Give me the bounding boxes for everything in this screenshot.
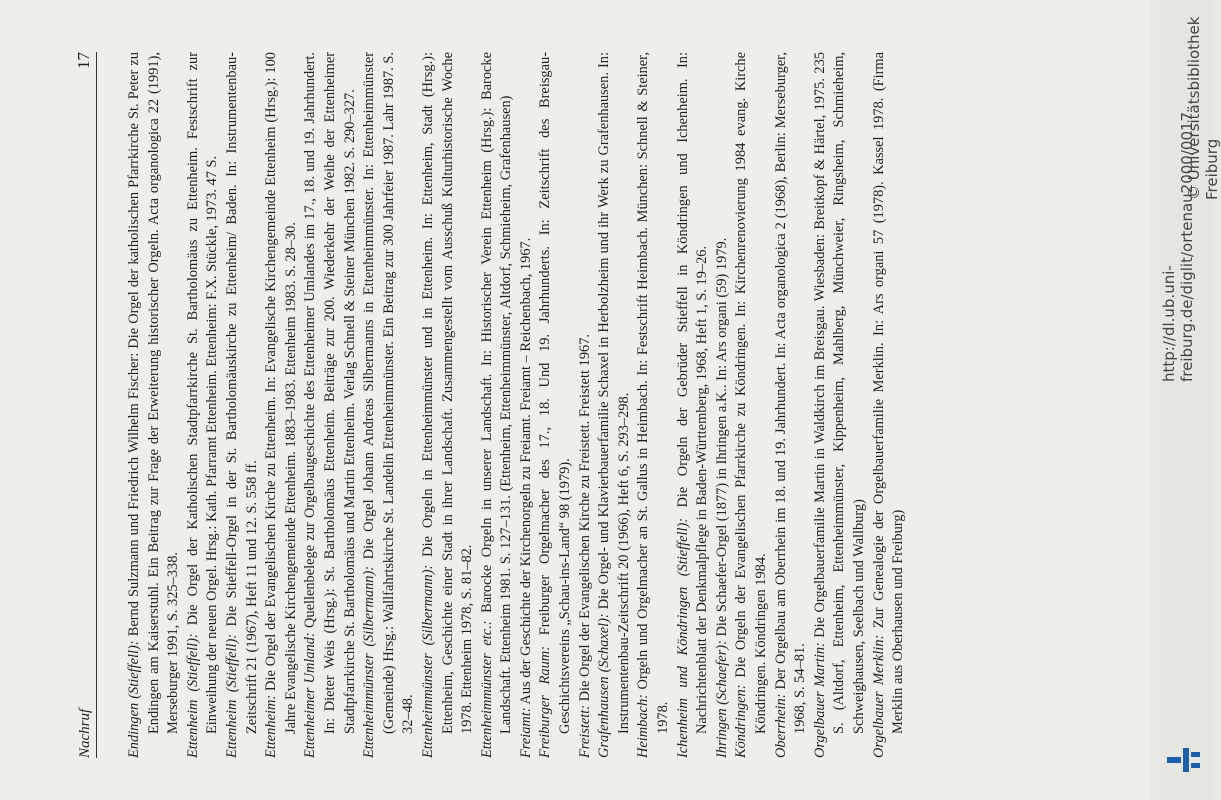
entry-heading: Freiamt:	[517, 707, 534, 758]
entry-heading: Köndringen:	[733, 684, 750, 758]
entry-text: Barocke Orgeln in unserer Landschaft. In: Historischer Verein Ettenheim (Hrsg.): Barocke Landschaft. Ettenheim 1981. S. 127–131. (Ettenheim, Ettenheimmünster, Altdorf, Schmieheim, Grafenhausen)	[478, 52, 515, 734]
entry-text: Freiburger Orgelmacher des 17., 18. Und 19. Jahrhunderts. In: Zeitschrift des Breisgau-Geschichtsvereins „Schau-ins-Land“ 98 (1979).	[537, 52, 574, 734]
bibliography-entry	[870, 52, 909, 758]
entry-heading: Freistett:	[576, 704, 593, 758]
entry-text: Bernd Sulzmann und Friedrich Wilhelm Fischer: Die Orgel der katholischen Pfarrkirche St. Peter zu Endingen am Kaiserstuhl. Ein Beitrag zur Frage der Erweiterung historischer Orgeln. Acta organologica 22 (1991), Merseburger 1991, S. 325–338.	[126, 52, 182, 734]
bibliography-entry	[360, 52, 419, 758]
bibliography-entry	[517, 52, 537, 758]
entry-heading: Oberrhein:	[772, 693, 789, 758]
entry-heading: Ichenheim und Köndringen (Stieffell):	[674, 517, 691, 758]
entry-text: Die Orgeln der Evangelischen Pfarrkirche zu Köndringen. In: Kirchenrenovierung 1984 evang. Kirche Köndringen. Köndringen 1984.	[733, 52, 769, 734]
bibliography-entry	[772, 52, 811, 758]
bibliography-entry	[732, 52, 771, 758]
running-head	[74, 52, 97, 758]
entry-heading: Ettenheimmünster (Silbermann):	[419, 564, 436, 758]
bibliography-entry	[478, 52, 517, 758]
entry-text: Die Stieffell-Orgel in der St. Bartholomäuskirche zu Ettenheim/ Baden. In: Instrumentenbau-Zeitschrift 21 (1967), Heft 11 und 12. S. 558 ff.	[223, 52, 260, 734]
bibliography-entry	[713, 52, 733, 758]
entry-text: Die Orgel Johann Andreas Silbermanns in Ettenheimmünster. In: Ettenheimmünster (Gemeinde) Hrsg.: Wallfahrtskirche St. Landelin Ettenheimmünster. Ein Beitrag zur 300 Jahrfeier 1987. Lahr 1987. S. 32–48.	[361, 52, 417, 734]
entry-text: Die Schaefer-Orgel (1877) in Ihringen a.K.. In: Ars organi (59) 1979.	[713, 237, 730, 641]
entry-heading: Ettenheim (Stieffell):	[184, 633, 201, 758]
entry-text: Zur Genealogie der Orgelbauerfamilie Merklin. In: Ars organi 57 (1978). Kassel 1978. (Firma Merklin aus Oberhausen und Freiburg)	[870, 52, 907, 734]
entry-text: Die Orgel der Evangelischen Kirche zu Ettenheim. In: Evangelische Kirchengemeinde Ettenheim (Hrsg.): 100 Jahre Evangelische Kirchengemeinde Ettenheim. 1883–1983. Ettenheim 1983. S. 28–30.	[263, 52, 299, 734]
bibliography-entry	[634, 52, 673, 758]
entry-heading: Ettenheimmünster (Silbermann):	[361, 565, 378, 758]
source-url[interactable]: http://dl.ub.uni-freiburg.de/diglit/ortenau2000/0017	[1160, 111, 1196, 382]
bibliography-entry	[674, 52, 713, 758]
entry-heading: Ettenheimer Umland:	[302, 632, 319, 758]
entry-text: Der Orgelbau am Oberrhein im 18. und 19. Jahrhundert. In: Acta organologica 2 (1968), Berlin: Merseburger, 1968, S. 54–81.	[772, 52, 809, 734]
bibliography-entry	[419, 52, 478, 758]
bibliography-entry	[223, 52, 262, 758]
section-title: Nachruf	[77, 708, 93, 758]
entry-text: Die Orgeln der Gebrüder Stieffell in Köndringen und Ichenheim. In: Nachrichtenblatt der Denkmalpflege in Baden-Württemberg, 1968, Heft 1, S. 19–26.	[674, 52, 711, 734]
entry-text: Quellenbelege zur Orgelbaugeschichte des Ettenheimer Umlandes im 17., 18. und 19. Jahrhundert. In: Dieter Weis (Hrsg.): St. Bartholomäus Ettenheim. Beiträge zur 200. Wiederkehr der Weihe der Ettenheimer Stadtpfarrkirche St. Bartholomäus und Martin Ettenheim. Verlag Schnell & Steiner München 1982. S. 290–327.	[302, 52, 358, 734]
entry-text: Aus der Geschichte der Kirchenorgeln zu Freiamt. Freiamt – Reichenbach, 1967.	[517, 237, 534, 708]
entry-heading: Orgelbauer Merklin:	[870, 634, 887, 758]
library-logo-icon	[1163, 748, 1203, 772]
entry-text: Die Orgel der Katholischen Stadtpfarrkirche St. Bartholomäus zu Ettenheim. Festschrift zur Einweihung der neuen Orgel. Hrsg.: Kath. Pfarramt Ettenheim. Ettenheim: F.X. Stückle, 1973. 47 S.	[184, 52, 221, 734]
entry-heading: Ettenheim (Stieffell):	[223, 633, 240, 758]
bibliography-entry	[595, 52, 634, 758]
copyright-notice: © Universitätsbibliothek Freiburg	[1185, 16, 1221, 200]
bibliography-entry	[301, 52, 360, 758]
entry-heading: Grafenhausen (Schaxel):	[596, 613, 613, 758]
bibliography-list	[125, 52, 909, 758]
entry-text: Orgeln und Orgelmacher an St. Gallus in Heimbach. In: Festschrift Heimbach. München: Schnell & Steiner, 1978.	[635, 52, 672, 734]
entry-heading: Heimbach:	[635, 694, 652, 758]
bibliography-entry	[125, 52, 184, 758]
entry-text: Die Orgel- und Klavierbauerfamilie Schaxel in Herbolzheim und ihr Werk zu Grafenhausen. In: Instrumentenbau-Zeitschrift 20 (1966), Heft 6, S. 293–298.	[596, 52, 632, 734]
margin-text	[1154, 0, 1221, 800]
entry-heading: Endingen (Stieffell):	[126, 640, 142, 758]
page-number: 17	[74, 52, 93, 69]
bibliography-entry	[536, 52, 575, 758]
bibliography-entry	[262, 52, 301, 758]
bibliography-entry	[811, 52, 870, 758]
entry-text: Die Orgeln in Ettenheimmünster und in Ettenheim. In: Ettenheim, Stadt (Hrsg.): Ettenheim, Geschichte einer Stadt in ihrer Landschaft. Zusammengestellt vom Ausschuß Kulturhistorische Woche 1978. Ettenheim 1978, S. 81–82.	[419, 52, 476, 734]
entry-text: Die Orgelbauerfamilie Martin in Waldkirch im Breisgau. Wiesbaden: Breitkopf & Härtel, 1975. 235 S. (Altdorf, Ettenheim, Ettenheimmünster, Kippenheim, Mahlberg, Münchweier, Ringsheim, Schmieheim, Schweighausen, Seelbach und Wallburg)	[811, 52, 867, 734]
bibliography-entry	[184, 52, 223, 758]
entry-heading: Ettenheimmünster etc.:	[478, 620, 495, 758]
bibliography-entry	[576, 52, 596, 758]
entry-heading: Ihringen (Schaefer):	[713, 640, 730, 758]
entry-heading: Freiburger Raum:	[537, 646, 554, 758]
entry-heading: Ettenheim:	[263, 694, 280, 758]
entry-text: Die Orgel der Evangelischen Kirche zu Freistett. Freistett 1967.	[576, 333, 593, 705]
entry-heading: Orgelbauer Martin:	[811, 642, 828, 758]
